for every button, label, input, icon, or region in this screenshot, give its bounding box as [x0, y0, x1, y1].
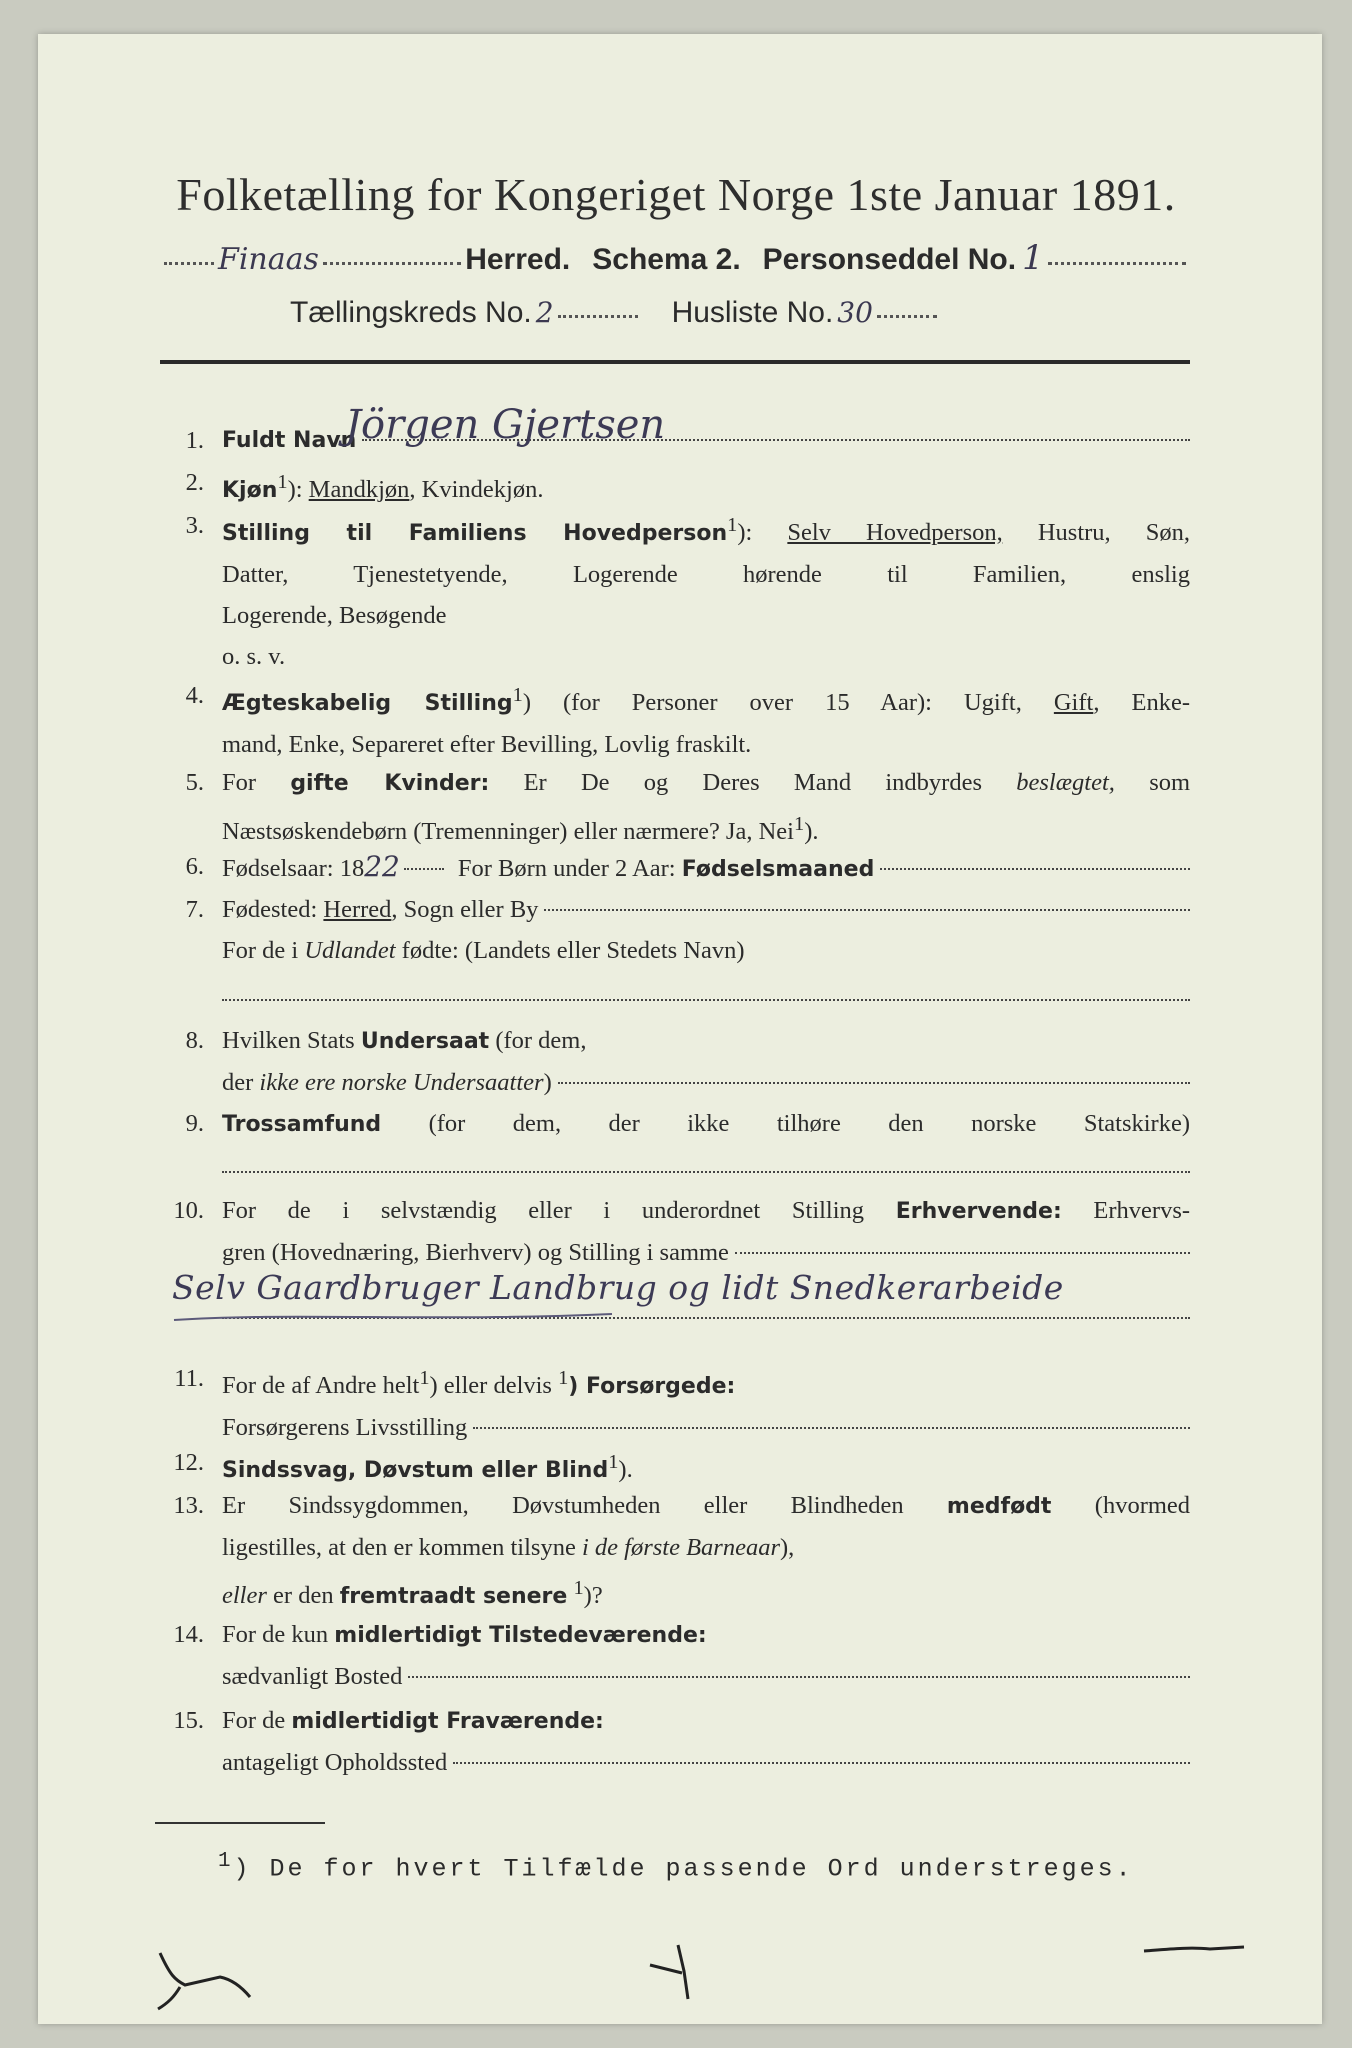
- question-text: eller: [222, 1582, 267, 1610]
- answer-line: [558, 1082, 1190, 1084]
- question-number: 1.: [185, 427, 204, 454]
- question-text: Næstsøskendebørn (Tremenninger) eller nærmere? Ja, Nei: [222, 818, 794, 846]
- footnote-ref: 1: [608, 1451, 619, 1473]
- footnote-rule: [155, 1822, 325, 1824]
- option-text: Datter, Tjenestetyende, Logerende hørende til Familien, enslig: [222, 561, 1190, 589]
- footnote-ref: 1: [218, 1850, 234, 1873]
- question-number: 13.: [173, 1492, 204, 1519]
- question-text: For: [222, 769, 257, 796]
- footnote-ref: 1: [573, 1577, 584, 1599]
- question-text: For Børn under 2 Aar:: [457, 855, 676, 882]
- question-text: gren (Hovednæring, Bierhverv) og Stilling i samme: [222, 1239, 729, 1266]
- answer-occupation: Selv Gaardbruger Landbrug og lidt Snedkerarbeide: [172, 1268, 1064, 1307]
- answer-line: [222, 971, 1190, 1001]
- question-label: Fødested:: [222, 896, 318, 923]
- question-text: Er De og Deres Mand indbyrdes: [523, 769, 982, 796]
- question-text: (hvormed: [1094, 1492, 1191, 1519]
- question-number: 12.: [173, 1449, 204, 1476]
- personseddel-label: Personseddel No.: [762, 243, 1017, 276]
- question-text: Forsørgerens Livsstilling: [222, 1414, 468, 1442]
- question-number: 2.: [185, 469, 204, 496]
- question-text: Udlandet: [304, 937, 396, 964]
- question-text: Er Sindssygdommen, Døvstumheden eller Blindheden: [222, 1492, 904, 1519]
- option-text: , Kvindekjøn.: [409, 476, 544, 504]
- answer-line: [880, 868, 1190, 870]
- herred-label: Herred.: [465, 243, 571, 276]
- ink-mark: [150, 1945, 260, 2015]
- option-text: Hustru, Søn,: [1037, 519, 1190, 547]
- question-text: ikke ere norske Undersaatter: [259, 1069, 544, 1096]
- question-text: For de: [222, 1707, 286, 1734]
- question-text: )?: [583, 1582, 603, 1610]
- answer-line: [473, 1427, 1190, 1429]
- question-text: For de af Andre helt: [222, 1372, 420, 1400]
- form-title: Folketælling for Kongeriget Norge 1ste Januar 1891.: [176, 169, 1176, 220]
- schema-label: Schema 2.: [592, 243, 741, 276]
- question-label: Trossamfund: [222, 1112, 382, 1137]
- kreds-value: 2: [535, 296, 554, 329]
- selected-option: Selv Hovedperson,: [787, 519, 1003, 547]
- question-number: 9.: [185, 1110, 204, 1137]
- question-label: Undersaat: [360, 1029, 490, 1054]
- question-label: fremtraadt senere: [339, 1584, 568, 1610]
- kreds-line: [290, 296, 1060, 330]
- answer-line: [544, 909, 1190, 911]
- header-rule: [160, 360, 1190, 364]
- question-text: der: [222, 1069, 254, 1096]
- question-text: ) eller delvis: [429, 1372, 552, 1400]
- footnote-text: ) De for hvert Tilfælde passende Ord understreges.: [233, 1854, 1134, 1884]
- question-label: midlertidigt Tilstedeværende:: [334, 1623, 707, 1648]
- question-text: ).: [804, 818, 819, 846]
- personseddel-value: 1: [1022, 238, 1044, 278]
- answer-line: [408, 1676, 1190, 1678]
- option-text: , Sogn eller By: [391, 896, 539, 923]
- question-text: i de første Barneaar: [581, 1534, 780, 1561]
- answer-birth-year: 22: [364, 850, 400, 883]
- footnote-ref: 1: [512, 684, 523, 706]
- question-number: 14.: [173, 1621, 204, 1648]
- question-text: sædvanligt Bosted: [222, 1663, 403, 1690]
- answer-full-name: Jörgen Gjertsen: [345, 402, 666, 448]
- question-number: 15.: [173, 1707, 204, 1734]
- husliste-value: 30: [837, 296, 873, 329]
- option-text: , Enke-: [1093, 689, 1190, 717]
- footnote-ref: 1: [727, 514, 738, 536]
- question-text: beslægtet,: [1016, 769, 1115, 796]
- ink-mark: [640, 1935, 700, 2005]
- herred-value: Finaas: [218, 242, 319, 277]
- question-label: Stilling til Familiens Hovedperson: [222, 521, 728, 547]
- question-number: 11.: [174, 1365, 204, 1392]
- footnote-ref: 1: [558, 1367, 569, 1389]
- answer-line: [453, 1762, 1190, 1764]
- question-text: For de kun: [222, 1621, 329, 1648]
- question-number: 5.: [185, 769, 204, 796]
- question-label: Erhvervende:: [895, 1199, 1062, 1224]
- footnote-ref: 1: [793, 813, 805, 835]
- answer-line: [222, 1145, 1190, 1173]
- question-label: Sindssvag, Døvstum eller Blind: [222, 1458, 609, 1484]
- question-label: Ægteskabelig Stilling: [222, 691, 513, 717]
- footnote-ref: 1: [419, 1367, 430, 1389]
- question-text: ligestilles, at den er kommen tilsyne: [222, 1534, 576, 1561]
- question-text: fødte: (Landets eller Stedets Navn): [401, 937, 745, 964]
- occupation-underline: [172, 1308, 622, 1328]
- question-label: Kjøn: [222, 478, 278, 504]
- question-label: Fuldt Navn: [222, 428, 357, 453]
- question-text: For de i: [222, 937, 299, 964]
- question-text: er den: [273, 1582, 334, 1610]
- option-text: Logerende, Besøgende: [222, 602, 447, 630]
- question-label: Fødselsmaaned: [681, 857, 875, 882]
- selected-option: Herred: [323, 896, 392, 923]
- footnote-ref: 1: [277, 471, 288, 493]
- question-text: (for dem,: [495, 1027, 587, 1054]
- question-number: 3.: [185, 512, 204, 539]
- question-text: ).: [618, 1456, 633, 1484]
- question-number: 7.: [185, 896, 204, 923]
- question-number: 4.: [185, 682, 204, 709]
- option-text: o. s. v.: [222, 643, 286, 671]
- selected-option: Gift: [1053, 689, 1094, 717]
- question-label: gifte Kvinder:: [290, 771, 490, 796]
- ink-mark: [1140, 1935, 1250, 1965]
- question-text: ),: [779, 1534, 795, 1561]
- question-text: For de i selvstændig eller i underordnet Stilling: [222, 1197, 865, 1224]
- question-number: 10.: [173, 1197, 204, 1224]
- question-number: 6.: [185, 853, 204, 880]
- question-text: (for dem, der ikke tilhøre den norske Statskirke): [428, 1110, 1191, 1137]
- selected-option: Mandkjøn: [308, 476, 410, 504]
- question-text: Erhvervs-: [1093, 1197, 1191, 1224]
- kreds-label: Tællingskreds No.: [290, 296, 532, 329]
- question-label: Fødselsaar: 18: [222, 855, 365, 882]
- option-text: mand, Enke, Separeret efter Bevilling, Lovlig fraskilt.: [222, 731, 752, 759]
- question-label: midlertidigt Fraværende:: [291, 1709, 604, 1734]
- question-text: antageligt Opholdssted: [222, 1749, 448, 1776]
- question-text: Hvilken Stats: [222, 1027, 355, 1054]
- question-number: 8.: [185, 1027, 204, 1054]
- option-text: (for Personer over 15 Aar): Ugift,: [563, 689, 1022, 717]
- question-label: medfødt: [946, 1494, 1052, 1519]
- footnote: [218, 1850, 1134, 1883]
- husliste-label: Husliste No.: [671, 296, 834, 329]
- question-text: som: [1149, 769, 1191, 796]
- answer-line: [735, 1252, 1190, 1254]
- question-label: ) Forsørgede:: [568, 1374, 736, 1400]
- herred-line: [160, 238, 1190, 278]
- question-text: ): [543, 1069, 552, 1096]
